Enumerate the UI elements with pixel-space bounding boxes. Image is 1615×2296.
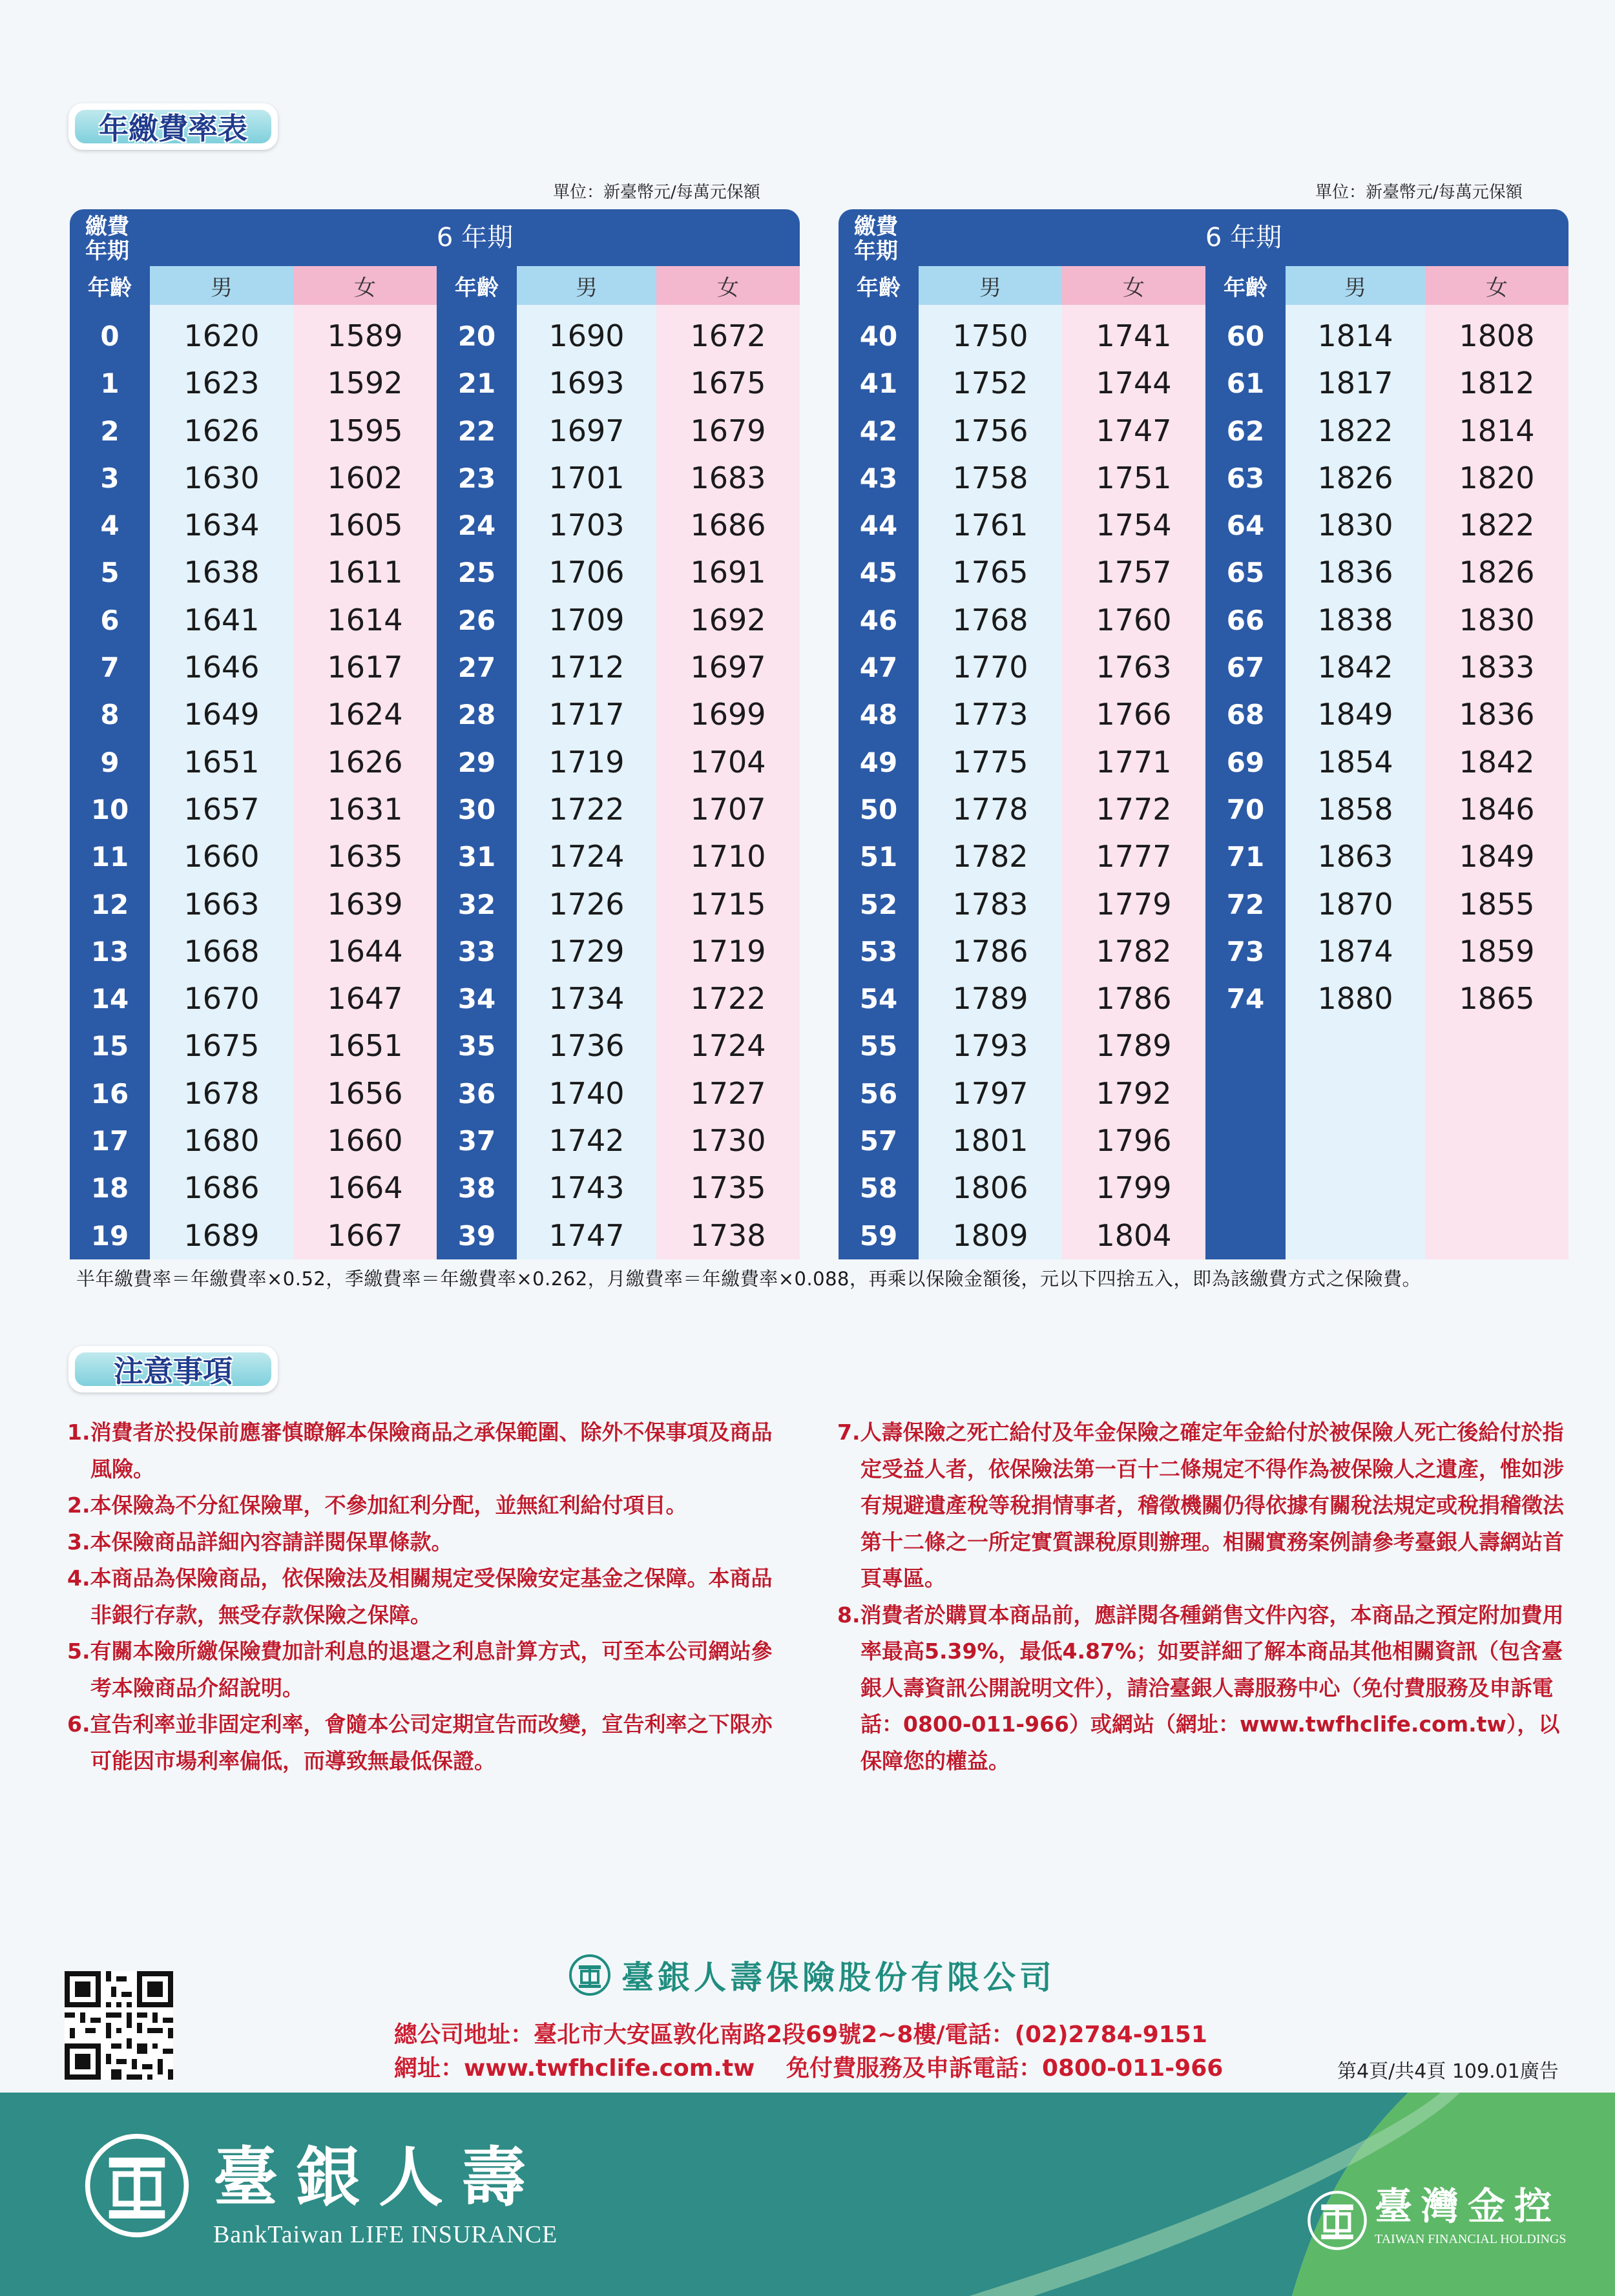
header-age: 年齡 [70,266,150,305]
rate-male: 1801 [952,1123,1028,1159]
rate-male: 1747 [548,1217,625,1253]
row-age: 67 [1226,652,1265,684]
rate-female: 1763 [1096,650,1172,685]
rate-female: 1647 [327,981,403,1017]
column-female [1062,305,1205,1259]
rate-female: 1710 [690,839,766,874]
rate-male: 1734 [548,981,625,1017]
rate-table-left [70,209,800,1253]
rate-female: 1656 [327,1075,403,1111]
rate-female: 1792 [1096,1075,1172,1111]
rate-male: 1670 [183,981,260,1017]
rate-male: 1838 [1317,602,1393,637]
brand-logo [213,2139,558,2249]
row-age: 61 [1226,367,1265,400]
rate-table-body [839,305,1568,1253]
rate-male: 1822 [1317,413,1393,448]
rate-male: 1742 [548,1123,625,1159]
rate-male: 1638 [183,555,260,590]
row-age: 69 [1226,746,1265,778]
rate-female: 1707 [690,791,766,827]
row-age: 4 [100,510,120,542]
rate-female: 1664 [327,1170,403,1206]
column-age [70,305,150,1259]
rate-male: 1689 [183,1217,260,1253]
rate-female: 1744 [1096,366,1172,401]
row-age: 53 [859,935,898,967]
holding-name-en: TAIWAN FINANCIAL HOLDINGS [1375,2232,1567,2246]
rate-female: 1651 [327,1028,403,1064]
rate-female: 1602 [327,460,403,495]
rate-female: 1617 [327,650,403,685]
row-age: 70 [1226,793,1265,825]
row-age: 28 [457,699,496,731]
row-age: 43 [859,462,898,494]
row-age: 21 [457,367,496,400]
row-age: 39 [457,1219,496,1252]
rate-male: 1768 [952,602,1028,637]
rate-male: 1641 [183,602,260,637]
row-age: 36 [457,1077,496,1110]
column-headers [70,266,800,305]
rate-female: 1722 [690,981,766,1017]
rate-male: 1712 [548,650,625,685]
row-age: 58 [859,1172,898,1205]
rate-male: 1630 [183,460,260,495]
rate-female: 1751 [1096,460,1172,495]
column-male [150,305,293,1259]
company-header [568,1952,1056,1998]
row-age: 17 [90,1125,129,1157]
header-male: 男 [1286,266,1425,305]
rate-male: 1758 [952,460,1028,495]
note-item: 3.本保險商品詳細內容請詳閱保單條款。 [67,1529,453,1555]
rate-female: 1779 [1096,886,1172,922]
rate-male: 1830 [1317,508,1393,543]
header-female: 女 [1425,266,1568,305]
row-age: 34 [457,983,496,1015]
rate-female: 1849 [1459,839,1535,874]
row-age: 25 [457,557,496,589]
rate-female: 1730 [690,1123,766,1159]
rate-male: 1740 [548,1075,625,1111]
row-age: 6 [100,604,120,636]
rate-male: 1770 [952,650,1028,685]
header-male: 男 [919,266,1062,305]
header-female: 女 [1062,266,1205,305]
rate-table-right [839,209,1568,1253]
brand-name-zh: 臺銀人壽 [213,2139,544,2215]
rate-female: 1727 [690,1075,766,1111]
row-age: 35 [457,1030,496,1062]
column-male [1286,305,1425,1259]
rate-female: 1830 [1459,602,1535,637]
row-age: 45 [859,557,898,589]
row-age: 26 [457,604,496,636]
row-age: 72 [1226,888,1265,920]
rate-male: 1719 [548,744,625,780]
rate-male: 1697 [548,413,625,448]
rate-male: 1870 [1317,886,1393,922]
row-age: 74 [1226,983,1265,1015]
rate-male: 1761 [952,508,1028,543]
rate-female: 1865 [1459,981,1535,1017]
rate-male: 1849 [1317,697,1393,732]
rate-female: 1614 [327,602,403,637]
note-item: 5.有關本險所繳保險費加計利息的退還之利息計算方式，可至本公司網站參考本險商品介紹說明。 [67,1639,773,1701]
brand-name-en: BankTaiwan LIFE INSURANCE [213,2221,558,2248]
rate-female: 1766 [1096,697,1172,732]
row-age: 30 [457,793,496,825]
rate-table-header [70,209,800,266]
rate-female: 1631 [327,791,403,827]
rate-female: 1589 [327,318,403,353]
unit-label-left: 單位：新臺幣元/每萬元保額 [553,183,760,202]
rate-male: 1750 [952,318,1028,353]
rate-section-title-text: 年繳費率表 [75,110,271,143]
rate-female: 1814 [1459,413,1535,448]
rate-table-body [70,305,800,1253]
rate-male: 1793 [952,1028,1028,1064]
row-age: 73 [1226,935,1265,967]
rate-female: 1592 [327,366,403,401]
rate-male: 1668 [183,933,260,969]
rate-male: 1709 [548,602,625,637]
row-age: 55 [859,1030,898,1062]
page-info: 第4頁/共4頁 109.01廣告 [1337,2060,1559,2083]
term-label: 繳費年期 [85,214,129,264]
rate-female: 1855 [1459,886,1535,922]
rate-female: 1777 [1096,839,1172,874]
rate-male: 1880 [1317,981,1393,1017]
company-website: 網址：www.twfhclife.com.tw 免付費服務及申訴電話：0800-011-966 [394,2055,1224,2082]
notes-section-title-text: 注意事項 [75,1352,271,1386]
row-age: 56 [859,1077,898,1110]
rate-female: 1808 [1459,318,1535,353]
row-age: 2 [100,415,120,447]
row-age: 47 [859,652,898,684]
column-female [656,305,800,1259]
row-age: 12 [90,888,129,920]
rate-female: 1859 [1459,933,1535,969]
row-age: 54 [859,983,898,1015]
rate-female: 1691 [690,555,766,590]
rate-female: 1686 [690,508,766,543]
term-label: 繳費年期 [854,214,898,264]
rate-male: 1722 [548,791,625,827]
row-age: 71 [1226,841,1265,873]
rate-female: 1772 [1096,791,1172,827]
row-age: 59 [859,1219,898,1252]
rate-female: 1719 [690,933,766,969]
company-logo-icon [568,1954,611,1996]
row-age: 62 [1226,415,1265,447]
header-male: 男 [517,266,656,305]
rate-female: 1624 [327,697,403,732]
rate-female: 1760 [1096,602,1172,637]
holding-logo [1375,2186,1567,2247]
rate-male: 1773 [952,697,1028,732]
rate-male: 1826 [1317,460,1393,495]
rate-male: 1783 [952,886,1028,922]
rate-male: 1686 [183,1170,260,1206]
row-age: 38 [457,1172,496,1205]
note-item: 6.宣告利率並非固定利率，會隨本公司定期宣告而改變，宣告利率之下限亦可能因市場利率偏低，而導致無最低保證。 [67,1712,773,1774]
rate-female: 1692 [690,602,766,637]
rate-male: 1651 [183,744,260,780]
term-title: 6 年期 [436,223,514,253]
rate-female: 1672 [690,318,766,353]
rate-female: 1796 [1096,1123,1172,1159]
row-age: 32 [457,888,496,920]
holding-logo-icon [1306,2189,1368,2251]
rate-female: 1789 [1096,1028,1172,1064]
rate-male: 1756 [952,413,1028,448]
rate-male: 1701 [548,460,625,495]
column-male [919,305,1062,1259]
header-female: 女 [293,266,437,305]
row-age: 63 [1226,462,1265,494]
row-age: 1 [100,367,120,400]
rate-male: 1717 [548,697,625,732]
row-age: 48 [859,699,898,731]
note-item: 4.本商品為保險商品，依保險法及相關規定受保險安定基金之保障。本商品非銀行存款，無受存款保險之保障。 [67,1566,773,1628]
rate-male: 1706 [548,555,625,590]
row-age: 8 [100,699,120,731]
rate-female: 1738 [690,1217,766,1253]
rate-female: 1735 [690,1170,766,1206]
rate-female: 1836 [1459,697,1535,732]
rate-male: 1786 [952,933,1028,969]
rate-female: 1635 [327,839,403,874]
header-female: 女 [656,266,800,305]
notes-right-column [837,1414,1567,1779]
rate-male: 1782 [952,839,1028,874]
rate-male: 1646 [183,650,260,685]
rate-male: 1623 [183,366,260,401]
row-age: 5 [100,557,120,589]
rate-female: 1595 [327,413,403,448]
header-age: 年齡 [437,266,517,305]
rate-male: 1752 [952,366,1028,401]
rate-male: 1620 [183,318,260,353]
header-age: 年齡 [839,266,919,305]
row-age: 51 [859,841,898,873]
note-item: 7.人壽保險之死亡給付及年金保險之確定年金給付於被保險人死亡後給付於指定受益人者，依保險法第一百十二條規定不得作為被保險人之遺產，惟如涉有規避遺產稅等稅捐情事者，稽徵機關仍得依據有關稅法規定或稅捐稽徵法第十二條之一所定實質課稅原則辦理。相關實務案例請參考臺銀人壽網站首頁專區。 [837,1420,1564,1591]
rate-female: 1786 [1096,981,1172,1017]
column-age [437,305,517,1259]
row-age: 31 [457,841,496,873]
row-age: 15 [90,1030,129,1062]
column-headers [839,266,1568,305]
rate-male: 1736 [548,1028,625,1064]
rate-male: 1634 [183,508,260,543]
row-age: 14 [90,983,129,1015]
row-age: 22 [457,415,496,447]
row-age: 64 [1226,510,1265,542]
rate-female: 1833 [1459,650,1535,685]
row-age: 42 [859,415,898,447]
rate-male: 1814 [1317,318,1393,353]
note-item: 8.消費者於購買本商品前，應詳閱各種銷售文件內容，本商品之預定附加費用率最高5.39%，最低4.87%；如要詳細了解本商品其他相關資訊（包含臺銀人壽資訊公開說明文件），請洽臺銀人壽服務中心（免付費服務及申訴電話：0800-011-966）或網站（網址：www.twfhclife.com.tw），以保障您的權益。 [837,1602,1564,1774]
rate-female: 1683 [690,460,766,495]
rate-female: 1804 [1096,1217,1172,1253]
rate-female: 1660 [327,1123,403,1159]
row-age: 49 [859,746,898,778]
row-age: 9 [100,746,120,778]
qr-code-icon [65,1971,173,2080]
rate-female: 1741 [1096,318,1172,353]
rate-male: 1789 [952,981,1028,1017]
note-item: 1.消費者於投保前應審慎瞭解本保險商品之承保範圍、除外不保事項及商品風險。 [67,1420,773,1482]
rate-male: 1726 [548,886,625,922]
rate-female: 1822 [1459,508,1535,543]
row-age: 40 [859,320,898,352]
row-age: 23 [457,462,496,494]
rate-female: 1782 [1096,933,1172,969]
rate-male: 1729 [548,933,625,969]
unit-label-right: 單位：新臺幣元/每萬元保額 [1315,183,1523,202]
row-age: 60 [1226,320,1265,352]
rate-female: 1675 [690,366,766,401]
rate-male: 1675 [183,1028,260,1064]
row-age: 10 [90,793,129,825]
row-age: 27 [457,652,496,684]
rate-female: 1704 [690,744,766,780]
rate-male: 1724 [548,839,625,874]
rate-female: 1697 [690,650,766,685]
term-title: 6 年期 [1205,223,1282,253]
header-age: 年齡 [1205,266,1286,305]
rate-table-header [839,209,1568,266]
rate-female: 1799 [1096,1170,1172,1206]
row-age: 18 [90,1172,129,1205]
rate-male: 1690 [548,318,625,353]
column-male [517,305,656,1259]
payment-formula-note: 半年繳費率＝年繳費率×0.52，季繳費率＝年繳費率×0.262，月繳費率＝年繳費率×0.088，再乘以保險金額後，元以下四捨五入，即為該繳費方式之保險費。 [76,1268,1422,1290]
row-age: 57 [859,1125,898,1157]
rate-female: 1754 [1096,508,1172,543]
column-female [1425,305,1568,1259]
rate-female: 1644 [327,933,403,969]
rate-female: 1820 [1459,460,1535,495]
row-age: 7 [100,652,120,684]
row-age: 44 [859,510,898,542]
row-age: 16 [90,1077,129,1110]
rate-male: 1626 [183,413,260,448]
column-age [839,305,919,1259]
rate-male: 1797 [952,1075,1028,1111]
rate-female: 1771 [1096,744,1172,780]
rate-male: 1836 [1317,555,1393,590]
row-age: 37 [457,1125,496,1157]
row-age: 52 [859,888,898,920]
row-age: 65 [1226,557,1265,589]
row-age: 29 [457,746,496,778]
rate-female: 1846 [1459,791,1535,827]
rate-male: 1863 [1317,839,1393,874]
rate-female: 1611 [327,555,403,590]
column-age [1205,305,1286,1259]
row-age: 66 [1226,604,1265,636]
rate-female: 1679 [690,413,766,448]
header-male: 男 [150,266,293,305]
row-age: 19 [90,1219,129,1252]
rate-male: 1874 [1317,933,1393,969]
notes-section-title [68,1346,278,1392]
rate-female: 1605 [327,508,403,543]
rate-female: 1667 [327,1217,403,1253]
rate-male: 1806 [952,1170,1028,1206]
row-age: 50 [859,793,898,825]
rate-male: 1660 [183,839,260,874]
rate-male: 1842 [1317,650,1393,685]
rate-male: 1809 [952,1217,1028,1253]
rate-male: 1858 [1317,791,1393,827]
holding-name-zh: 臺灣金控 [1375,2184,1561,2228]
rate-male: 1775 [952,744,1028,780]
column-female [293,305,437,1259]
row-age: 0 [100,320,120,352]
note-item: 2.本保險為不分紅保險單，不參加紅利分配，並無紅利給付項目。 [67,1493,687,1518]
rate-female: 1747 [1096,413,1172,448]
rate-female: 1757 [1096,555,1172,590]
rate-female: 1826 [1459,555,1535,590]
rate-female: 1724 [690,1028,766,1064]
notes-left-column [67,1414,791,1779]
company-address: 總公司地址：臺北市大安區敦化南路2段69號2~8樓/電話：(02)2784-9151 [394,2022,1207,2048]
row-age: 3 [100,462,120,494]
row-age: 24 [457,510,496,542]
rate-male: 1663 [183,886,260,922]
rate-female: 1639 [327,886,403,922]
rate-male: 1778 [952,791,1028,827]
row-age: 20 [457,320,496,352]
row-age: 68 [1226,699,1265,731]
company-contact [394,2018,1223,2085]
rate-male: 1703 [548,508,625,543]
brand-logo-icon [83,2131,191,2240]
rate-female: 1626 [327,744,403,780]
rate-section-title [68,103,278,150]
rate-female: 1812 [1459,366,1535,401]
row-age: 11 [90,841,129,873]
rate-male: 1657 [183,791,260,827]
rate-male: 1743 [548,1170,625,1206]
company-name: 臺銀人壽保險股份有限公司 [621,1958,1056,1996]
rate-male: 1693 [548,366,625,401]
rate-male: 1854 [1317,744,1393,780]
rate-male: 1678 [183,1075,260,1111]
row-age: 13 [90,935,129,967]
rate-male: 1649 [183,697,260,732]
rate-female: 1842 [1459,744,1535,780]
row-age: 46 [859,604,898,636]
rate-male: 1680 [183,1123,260,1159]
row-age: 41 [859,367,898,400]
row-age: 33 [457,935,496,967]
rate-female: 1715 [690,886,766,922]
rate-male: 1817 [1317,366,1393,401]
rate-female: 1699 [690,697,766,732]
rate-male: 1765 [952,555,1028,590]
